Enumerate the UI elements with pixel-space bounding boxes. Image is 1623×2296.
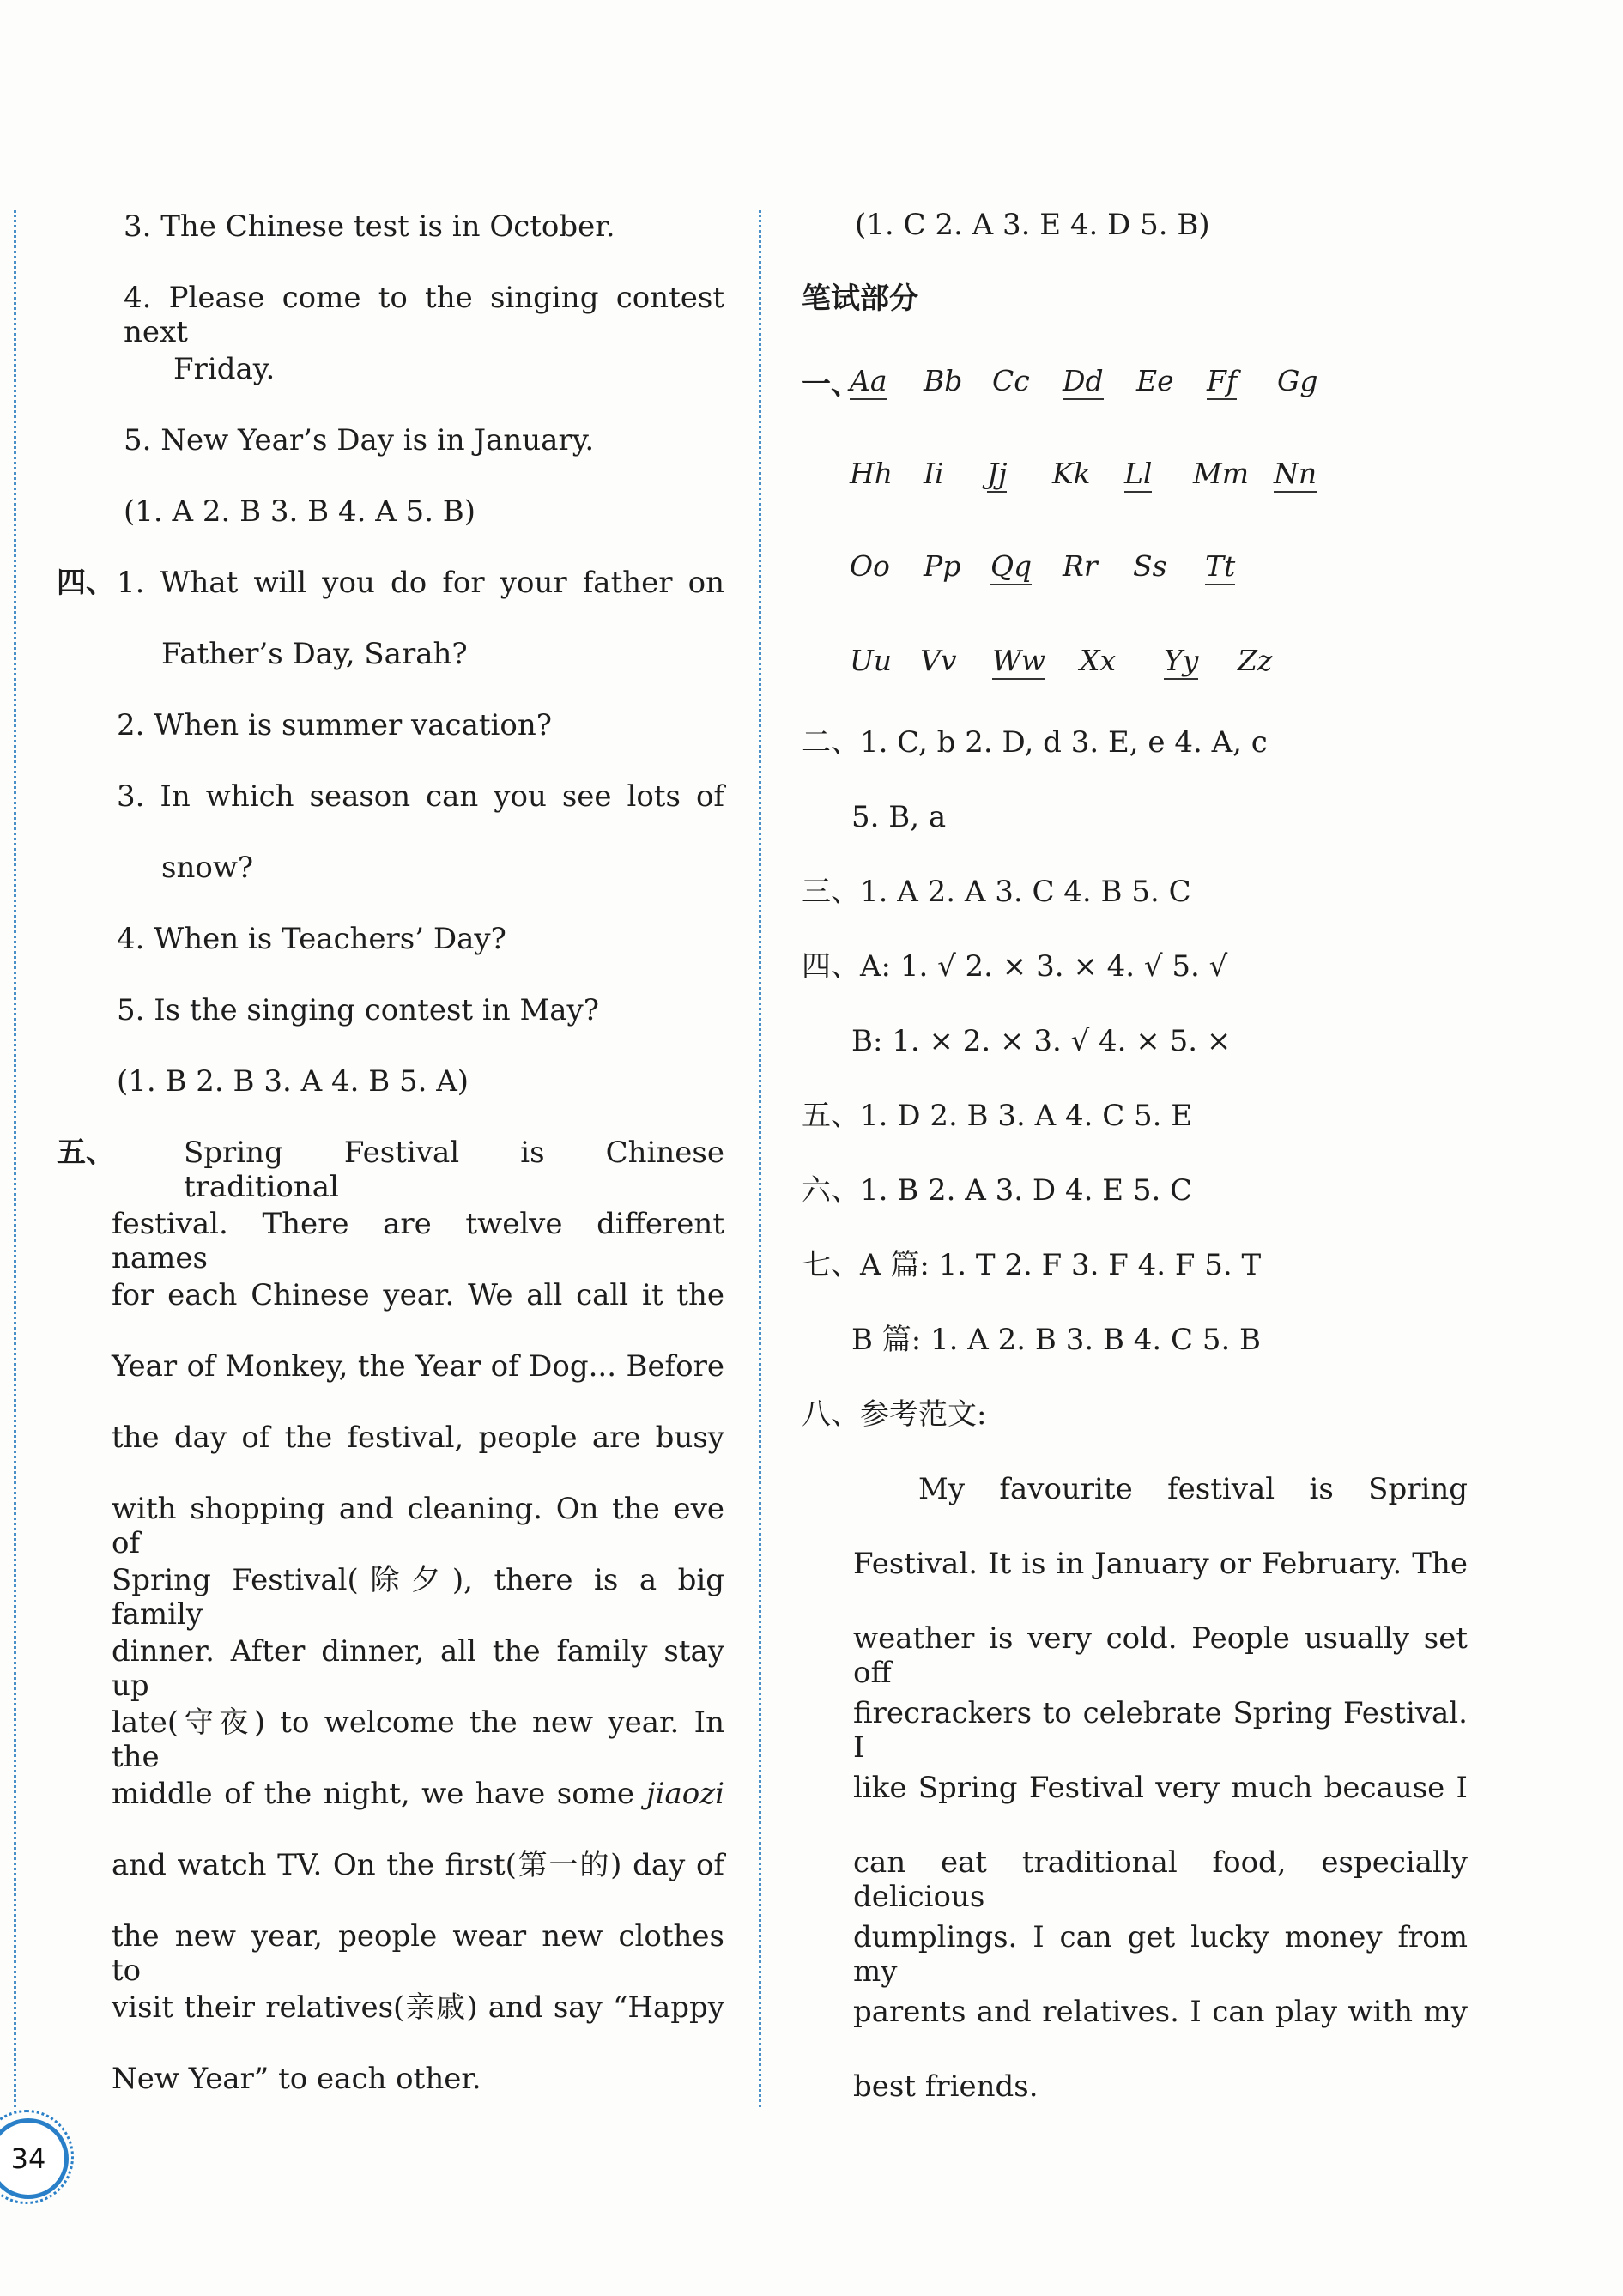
letter-pair: Ff bbox=[1207, 364, 1237, 400]
left-answer-line-4b: Friday. bbox=[173, 352, 276, 386]
section-4-q1b: Father’s Day, Sarah? bbox=[161, 637, 468, 671]
passage-line: Year of Monkey, the Year of Dog... Before bbox=[112, 1349, 724, 1384]
letter-pair: Ss bbox=[1133, 549, 1167, 583]
letter-pair: Jj bbox=[987, 457, 1007, 493]
left-margin-rule bbox=[14, 210, 16, 2107]
letter-pair: Ww bbox=[992, 644, 1045, 680]
section-4b-answers: B: 1. × 2. × 3. √ 4. × 5. × bbox=[851, 1024, 1232, 1058]
essay-line: My favourite festival is Spring bbox=[918, 1472, 1468, 1506]
section-5-number: 五、 bbox=[57, 1136, 115, 1170]
section-4a-answers: 四、A: 1. √ 2. × 3. × 4. √ 5. √ bbox=[802, 949, 1228, 984]
page-number: 34 bbox=[0, 2118, 69, 2199]
essay-line: best friends. bbox=[853, 2069, 1039, 2104]
letter-pair: Ll bbox=[1124, 457, 1152, 493]
section-2-answers: 二、1. C, b 2. D, d 3. E, e 4. A, c bbox=[802, 725, 1268, 760]
letter-pair: Hh bbox=[850, 457, 893, 490]
section-2-answers-b: 5. B, a bbox=[851, 800, 947, 834]
essay-line: Festival. It is in January or February. The bbox=[853, 1547, 1468, 1581]
column-divider bbox=[759, 210, 761, 2107]
passage-line bbox=[112, 1777, 724, 1811]
left-answer-line-5: 5. New Year’s Day is in January. bbox=[124, 423, 595, 457]
essay-line: can eat traditional food, especially delicious bbox=[853, 1845, 1468, 1914]
essay-line: weather is very cold. People usually set off bbox=[853, 1621, 1468, 1690]
letter-pair: Uu bbox=[850, 644, 893, 677]
letter-pair: Mm bbox=[1193, 457, 1250, 490]
section-4-q2: 2. When is summer vacation? bbox=[117, 708, 552, 742]
letter-pair: Gg bbox=[1277, 364, 1318, 397]
essay-line: firecrackers to celebrate Spring Festival. I bbox=[853, 1696, 1468, 1765]
right-answer-key-top: (1. C 2. A 3. E 4. D 5. B) bbox=[855, 208, 1210, 242]
letter-pair: Dd bbox=[1063, 364, 1104, 400]
letter-pair: Kk bbox=[1052, 457, 1091, 490]
section-6-answers: 六、1. B 2. A 3. D 4. E 5. C bbox=[802, 1173, 1193, 1208]
passage-line: the day of the festival, people are busy bbox=[112, 1421, 724, 1455]
section-5-answers: 五、1. D 2. B 3. A 4. C 5. E bbox=[802, 1099, 1193, 1133]
letter-pair: Zz bbox=[1238, 644, 1273, 677]
essay-line: like Spring Festival very much because I bbox=[853, 1771, 1468, 1805]
left-answer-line-4: 4. Please come to the singing contest next bbox=[124, 281, 724, 349]
letter-pair: Bb bbox=[924, 364, 963, 397]
section-7b-answers: B 篇: 1. A 2. B 3. B 4. C 5. B bbox=[851, 1323, 1262, 1357]
passage-line: Spring Festival(除夕), there is a big family bbox=[112, 1563, 724, 1632]
section-8-title: 八、参考范文: bbox=[802, 1397, 987, 1432]
jiaozi-word: jiaozi bbox=[646, 1777, 724, 1811]
passage-line: visit their relatives(亲戚) and say “Happy bbox=[112, 1990, 724, 2025]
section-3-answers: 三、1. A 2. A 3. C 4. B 5. C bbox=[802, 875, 1191, 909]
letter-pair: Oo bbox=[850, 549, 890, 583]
essay-line: parents and relatives. I can play with my bbox=[853, 1995, 1468, 2029]
section-1-number: 一、 bbox=[802, 367, 860, 402]
letter-pair: Xx bbox=[1080, 644, 1117, 677]
letter-pair: Ee bbox=[1136, 364, 1174, 397]
letter-pair: Cc bbox=[992, 364, 1030, 397]
passage-line: with shopping and cleaning. On the eve of bbox=[112, 1492, 724, 1560]
section-4-q4: 4. When is Teachers’ Day? bbox=[117, 922, 506, 956]
passage-line: festival. There are twelve different names bbox=[112, 1207, 724, 1275]
passage-line: the new year, people wear new clothes to bbox=[112, 1919, 724, 1988]
section-4-q3: 3. In which season can you see lots of bbox=[117, 779, 724, 814]
section-4-answers: (1. B 2. B 3. A 4. B 5. A) bbox=[117, 1064, 469, 1099]
passage-line: dinner. After dinner, all the family stay up bbox=[112, 1634, 724, 1703]
section-4-q5: 5. Is the singing contest in May? bbox=[117, 993, 599, 1027]
letter-pair: Aa bbox=[850, 364, 887, 400]
essay-line: dumplings. I can get lucky money from my bbox=[853, 1920, 1468, 1989]
left-answer-key-3: (1. A 2. B 3. B 4. A 5. B) bbox=[124, 494, 476, 529]
passage-line: New Year” to each other. bbox=[112, 2062, 481, 2096]
section-4-number: 四、 bbox=[57, 566, 115, 600]
section-4-q1: 1. What will you do for your father on bbox=[117, 566, 724, 600]
letter-pair: Tt bbox=[1205, 549, 1235, 585]
letter-pair: Ii bbox=[924, 457, 944, 490]
passage-line: late(守夜) to welcome the new year. In the bbox=[112, 1705, 724, 1774]
letter-pair: Pp bbox=[924, 549, 961, 583]
written-section-title: 笔试部分 bbox=[802, 282, 918, 316]
passage-line: for each Chinese year. We all call it the bbox=[112, 1278, 724, 1312]
passage-line-text: middle of the night, we have some bbox=[112, 1777, 635, 1811]
letter-pair: Vv bbox=[920, 644, 957, 677]
section-4-q3b: snow? bbox=[161, 851, 254, 885]
passage-line: Spring Festival is Chinese traditional bbox=[184, 1136, 724, 1204]
letter-pair: Qq bbox=[990, 549, 1032, 585]
left-answer-line-3: 3. The Chinese test is in October. bbox=[124, 209, 615, 244]
letter-pair: Yy bbox=[1164, 644, 1198, 680]
passage-line: and watch TV. On the first(第一的) day of bbox=[112, 1848, 724, 1882]
section-7a-answers: 七、A 篇: 1. T 2. F 3. F 4. F 5. T bbox=[802, 1248, 1262, 1282]
letter-pair: Rr bbox=[1063, 549, 1098, 583]
letter-pair: Nn bbox=[1274, 457, 1317, 493]
